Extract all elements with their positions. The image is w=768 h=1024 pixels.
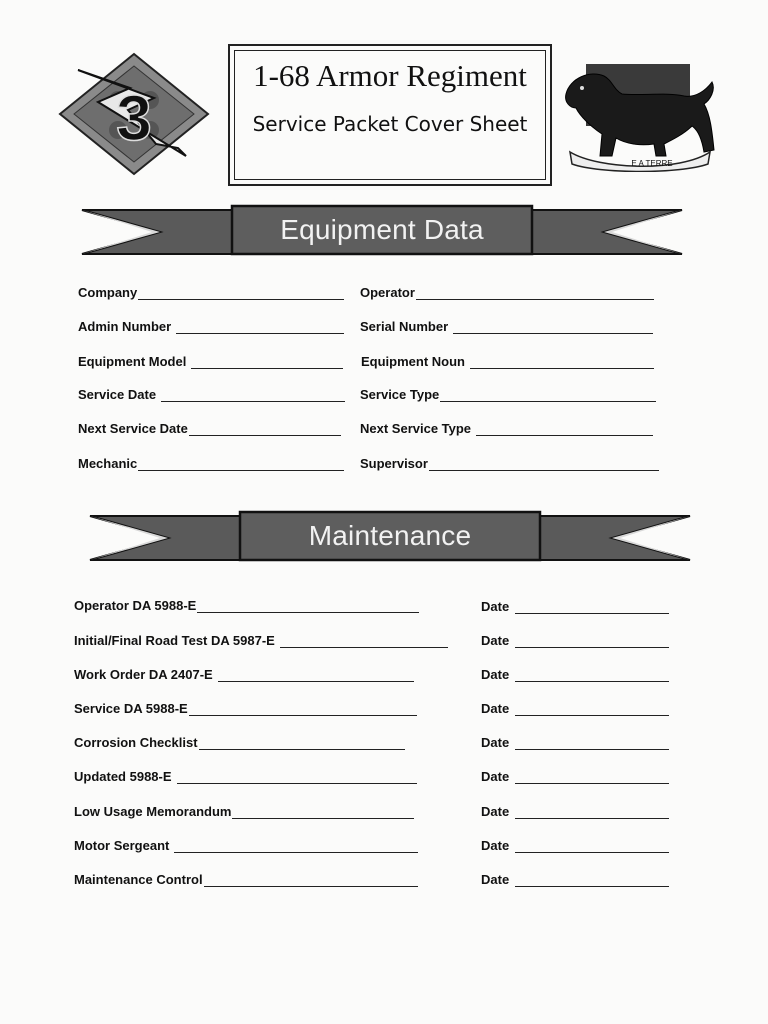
maintenance-item-label: Corrosion Checklist bbox=[74, 735, 198, 750]
equipment-noun-label: Equipment Noun bbox=[361, 354, 465, 369]
admin-number-label: Admin Number bbox=[78, 319, 172, 334]
next-service-date-field[interactable] bbox=[78, 421, 341, 436]
maintenance-item-road-test[interactable] bbox=[74, 633, 448, 648]
date-label: Date bbox=[481, 769, 510, 784]
maintenance-item-maintenance-control[interactable] bbox=[74, 872, 418, 887]
maintenance-item-work-order[interactable] bbox=[74, 667, 414, 682]
mechanic-field[interactable] bbox=[78, 456, 344, 471]
maintenance-item-label: Low Usage Memorandum bbox=[74, 804, 232, 819]
date-field[interactable] bbox=[481, 769, 669, 784]
date-label: Date bbox=[481, 804, 510, 819]
date-label: Date bbox=[481, 599, 510, 614]
date-field[interactable] bbox=[481, 804, 669, 819]
date-field[interactable] bbox=[481, 633, 669, 648]
maintenance-item-updated-5988e[interactable] bbox=[74, 769, 417, 784]
supervisor-field[interactable] bbox=[360, 456, 659, 471]
maintenance-item-label: Maintenance Control bbox=[74, 872, 203, 887]
service-date-field[interactable] bbox=[78, 387, 345, 402]
service-type-field[interactable] bbox=[360, 387, 656, 402]
maintenance-item-label: Motor Sergeant bbox=[74, 838, 170, 853]
date-label: Date bbox=[481, 838, 510, 853]
emblem-number: 3 bbox=[116, 82, 152, 154]
company-field[interactable] bbox=[78, 285, 344, 300]
division-patch-emblem bbox=[58, 52, 210, 178]
page-title: 1-68 Armor Regiment bbox=[253, 58, 527, 93]
next-service-date-label: Next Service Date bbox=[78, 421, 188, 436]
maintenance-item-label: Initial/Final Road Test DA 5987-E bbox=[74, 633, 275, 648]
next-service-type-label: Next Service Type bbox=[360, 421, 472, 436]
service-type-label: Service Type bbox=[360, 387, 440, 402]
serial-number-label: Serial Number bbox=[360, 319, 449, 334]
date-label: Date bbox=[481, 735, 510, 750]
supervisor-label: Supervisor bbox=[360, 456, 428, 471]
maintenance-item-operator-da-5988e[interactable] bbox=[74, 598, 419, 613]
maintenance-heading: Maintenance bbox=[308, 520, 472, 551]
operator-field[interactable] bbox=[360, 285, 654, 300]
date-field[interactable] bbox=[481, 735, 669, 750]
operator-label: Operator bbox=[360, 285, 415, 300]
company-label: Company bbox=[78, 285, 138, 300]
maintenance-item-motor-sergeant[interactable] bbox=[74, 838, 418, 853]
equipment-data-heading: Equipment Data bbox=[280, 214, 484, 245]
date-label: Date bbox=[481, 667, 510, 682]
next-service-type-field[interactable] bbox=[360, 421, 653, 436]
title-box bbox=[228, 44, 552, 186]
date-label: Date bbox=[481, 633, 510, 648]
maintenance-item-label: Operator DA 5988-E bbox=[74, 598, 197, 613]
mechanic-label: Mechanic bbox=[78, 456, 138, 471]
crest-motto: E A TERRE bbox=[631, 159, 673, 168]
date-label: Date bbox=[481, 872, 510, 887]
service-date-label: Service Date bbox=[78, 387, 157, 402]
maintenance-banner bbox=[88, 510, 692, 570]
equipment-data-banner bbox=[80, 204, 684, 264]
admin-number-field[interactable] bbox=[78, 319, 344, 334]
maintenance-item-low-usage-memo[interactable] bbox=[74, 804, 414, 819]
equipment-noun-field[interactable] bbox=[361, 354, 654, 369]
equipment-model-field[interactable] bbox=[78, 354, 343, 369]
regiment-crest-emblem bbox=[560, 60, 720, 172]
date-field[interactable] bbox=[481, 599, 669, 614]
maintenance-item-service-da[interactable] bbox=[74, 701, 417, 716]
serial-number-field[interactable] bbox=[360, 319, 653, 334]
maintenance-item-label: Service DA 5988-E bbox=[74, 701, 188, 716]
maintenance-item-corrosion-checklist[interactable] bbox=[74, 735, 405, 750]
equipment-model-label: Equipment Model bbox=[78, 354, 187, 369]
page-subtitle: Service Packet Cover Sheet bbox=[252, 112, 528, 136]
date-field[interactable] bbox=[481, 701, 669, 716]
date-field[interactable] bbox=[481, 667, 669, 682]
date-field[interactable] bbox=[481, 838, 669, 853]
maintenance-item-label: Updated 5988-E bbox=[74, 769, 172, 784]
date-label: Date bbox=[481, 701, 510, 716]
date-field[interactable] bbox=[481, 872, 669, 887]
maintenance-item-label: Work Order DA 2407-E bbox=[74, 667, 213, 682]
